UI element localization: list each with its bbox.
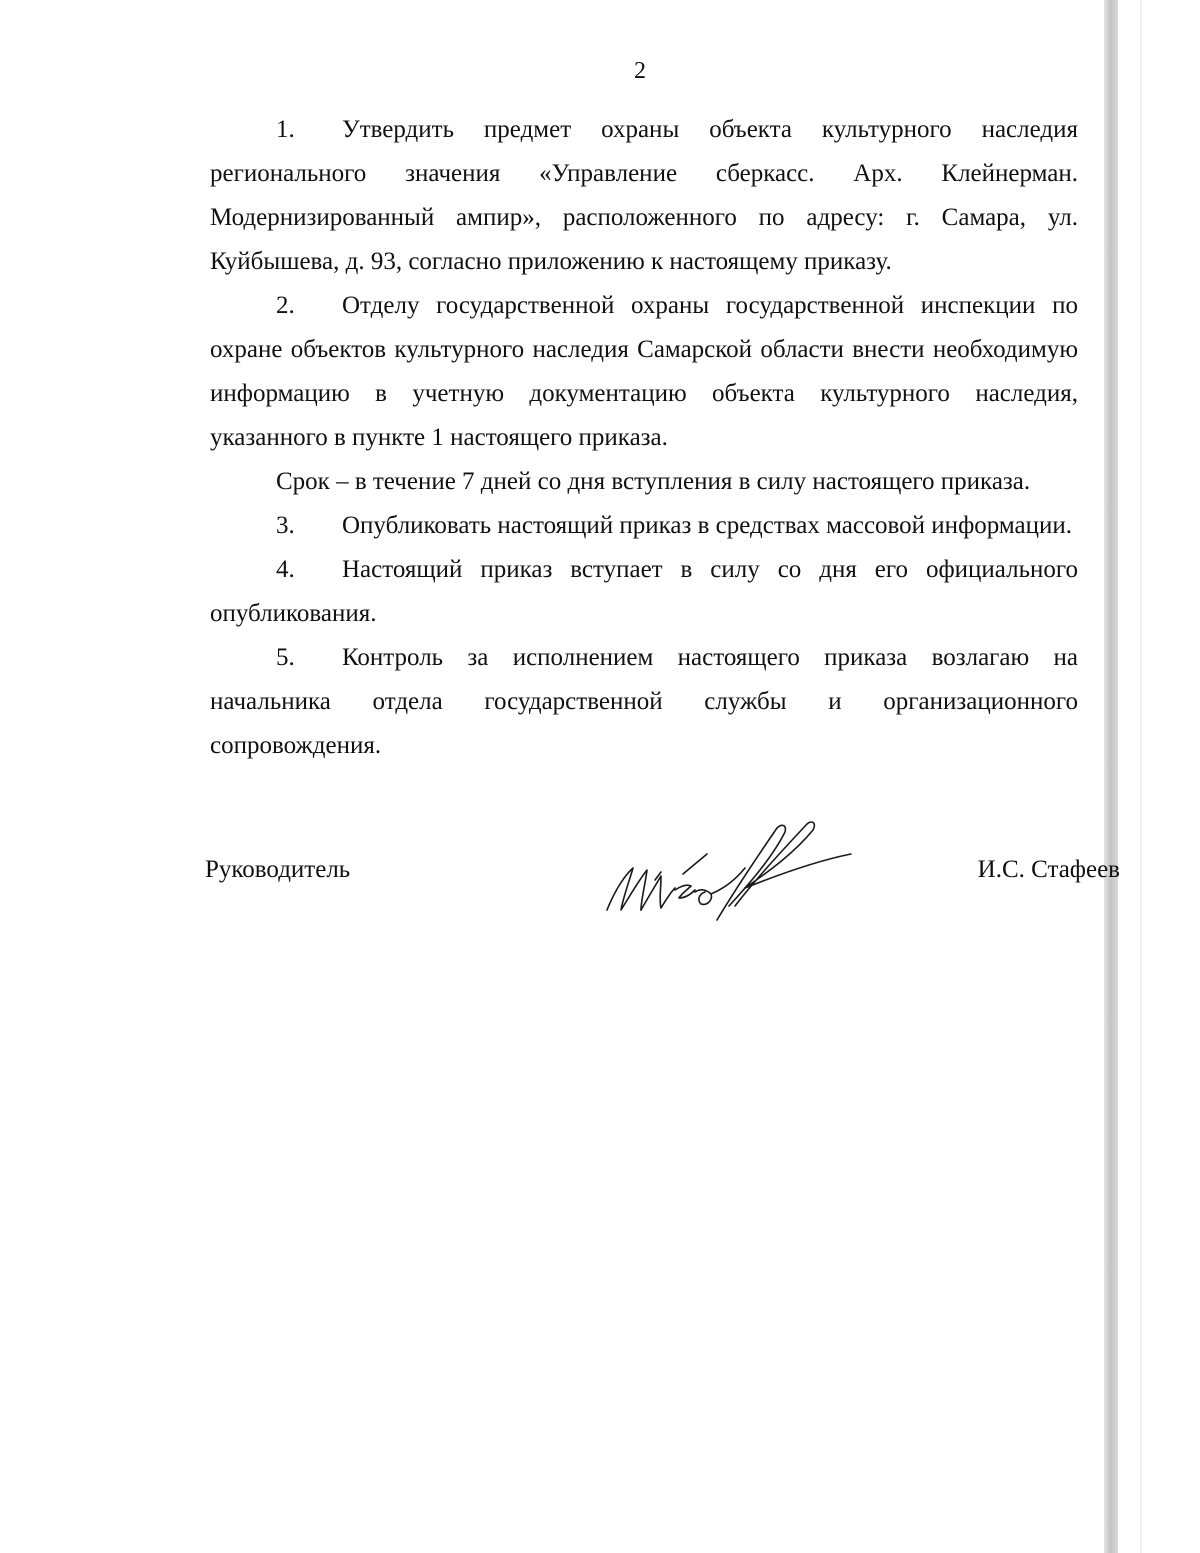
item-text: Срок – в течение 7 дней со дня вступления в силу настоящего приказа. [276, 468, 1031, 495]
item-number: 5. [276, 644, 295, 671]
handwritten-signature [595, 810, 855, 930]
item-1 [210, 108, 1078, 284]
item-text: Настоящий приказ вступает в силу со дня его официального опубликования. [210, 556, 1078, 627]
item-4 [210, 548, 1078, 636]
item-text: Утвердить предмет охраны объекта культурного наследия регионального значения «Управление сберкасс. Арх. Клейнерман. Модернизированный ампир», расположенного по адресу: г. Самара, ул. Куйбышева, д. 93, согласно приложению к настоящему приказу. [210, 116, 1078, 275]
signature-block [205, 850, 1120, 910]
item-number: 1. [276, 116, 295, 143]
item-text: Контроль за исполнением настоящего приказа возлагаю на начальника отдела государственной службы и организационного сопровождения. [210, 644, 1078, 759]
signatory-name: И.С. Стафеев [977, 856, 1120, 883]
item-3 [210, 504, 1078, 548]
scan-edge-shadow [1104, 0, 1118, 1553]
deadline-note [210, 460, 1078, 504]
item-text: Опубликовать настоящий приказ в средствах массовой информации. [342, 512, 1073, 539]
scan-edge-line [1140, 0, 1142, 1553]
signatory-title: Руководитель [205, 856, 351, 883]
item-2 [210, 284, 1078, 460]
item-number: 2. [276, 292, 295, 319]
item-number: 3. [276, 512, 295, 539]
page-number: 2 [634, 58, 646, 84]
document-body [210, 108, 1078, 768]
item-5 [210, 636, 1078, 768]
item-text: Отделу государственной охраны государственной инспекции по охране объектов культурного наследия Самарской области внести необходимую информацию в учетную документацию объекта культурного наследия, указанного в пункте 1 настоящего приказа. [210, 292, 1078, 451]
item-number: 4. [276, 556, 295, 583]
